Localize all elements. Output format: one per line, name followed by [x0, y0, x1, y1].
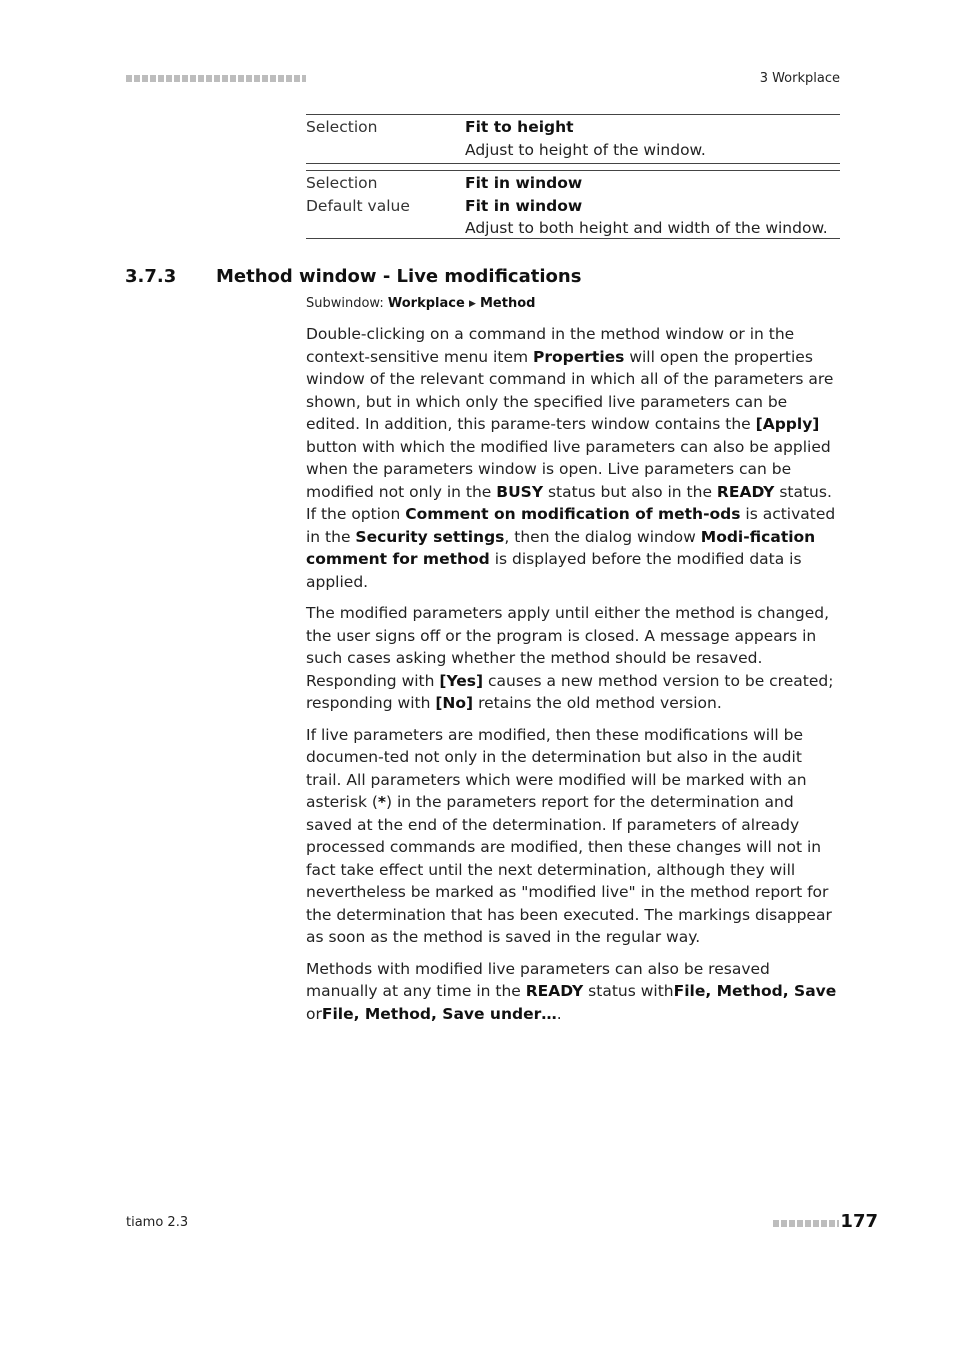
ui-term: Security settings	[355, 527, 505, 546]
ui-term: File, Method, Save under…	[321, 1004, 557, 1023]
text: causes a new method version to be created; responding with	[306, 671, 834, 712]
ui-term: Modi-fication comment for method	[306, 527, 816, 568]
ui-term: File, Method, Save	[673, 982, 837, 1000]
table-value: Fit to height	[465, 118, 574, 136]
section-title: Method window - Live modifications	[216, 266, 582, 287]
subwindow-path-method: Method	[480, 296, 536, 311]
ui-term: Comment on modification of meth-ods	[405, 505, 741, 523]
table-value: Fit in window	[465, 174, 583, 192]
page-number: 177	[840, 1211, 878, 1232]
paragraph-2	[306, 602, 840, 715]
ui-term: READY	[525, 982, 584, 1000]
text: Methods with modified live parameters can also be resaved manually at any time in the	[306, 959, 770, 1000]
table-value: Fit in window	[465, 196, 583, 215]
ui-term: [Apply]	[755, 415, 820, 433]
table-description: Adjust to height of the window.	[465, 140, 706, 159]
text: ) in the parameters report for the determination and saved at the end of the determination. If parameters of already processed commands are modified, then these changes will not in fact take effect until the next determination, although they will nevertheless be marked as "modified live" in the method report for the determination that has been executed. The markings disappear as soon as the method is saved in the regular way.	[306, 793, 832, 946]
text: The modified parameters apply until either the method is changed, the user signs off or the program is closed. A message appears in such cases asking whether the method should be resaved. Responding with	[306, 604, 830, 690]
text: .	[556, 1004, 562, 1023]
table-description: Adjust to both height and width of the window.	[465, 219, 828, 237]
paragraph-1	[306, 323, 840, 593]
ui-term: *	[377, 793, 387, 811]
table-label: Selection	[306, 118, 378, 136]
text: status with	[583, 982, 674, 1000]
header-decoration	[126, 75, 306, 82]
text: retains the old method version.	[473, 694, 722, 712]
section-body	[306, 323, 840, 1034]
text: button with which the modified live parameters can also be applied when the parameters window is open. Live parameters can be modified not only in the	[306, 437, 831, 501]
parameter-table-fit-to-height	[306, 114, 840, 164]
ui-term: READY	[716, 482, 775, 501]
paragraph-3	[306, 724, 840, 949]
running-header-chapter: 3 Workplace	[759, 71, 840, 86]
text: status but also in the	[543, 482, 717, 501]
subwindow-prefix: Subwindow:	[306, 296, 388, 311]
text: status. If the option	[306, 482, 832, 523]
text: Double-clicking on a command in the method window or in the context-sensitive menu item	[306, 325, 795, 366]
text: will open the properties window of the relevant command in which all of the parameters are shown, but in which only the specified live parameters can be edited. In addition, this parame-ters window contains the	[306, 347, 834, 433]
table-label: Selection	[306, 174, 378, 192]
footer-decoration	[773, 1220, 839, 1227]
text: or	[306, 1004, 322, 1023]
subwindow-path-workplace: Workplace	[387, 296, 465, 311]
text: If live parameters are modified, then these modifications will be documen-ted not only in the determination but also in the audit trail. All parameters which were modified will be marked with an asterisk (	[306, 725, 807, 811]
ui-term: [No]	[435, 694, 474, 712]
section-number: 3.7.3	[125, 266, 177, 287]
subwindow-path	[306, 296, 535, 311]
paragraph-4	[306, 958, 840, 1026]
parameter-table-fit-in-window	[306, 170, 840, 239]
ui-term: Properties	[533, 347, 625, 366]
text: is displayed before the modified data is applied.	[306, 550, 802, 591]
ui-term: BUSY	[496, 482, 544, 501]
table-label: Default value	[306, 196, 410, 215]
text: is activated in the	[306, 505, 836, 546]
arrow-right-icon: ▶	[468, 299, 476, 309]
ui-term: [Yes]	[439, 671, 484, 690]
footer-product: tiamo 2.3	[126, 1215, 189, 1230]
text: , then the dialog window	[504, 527, 701, 546]
